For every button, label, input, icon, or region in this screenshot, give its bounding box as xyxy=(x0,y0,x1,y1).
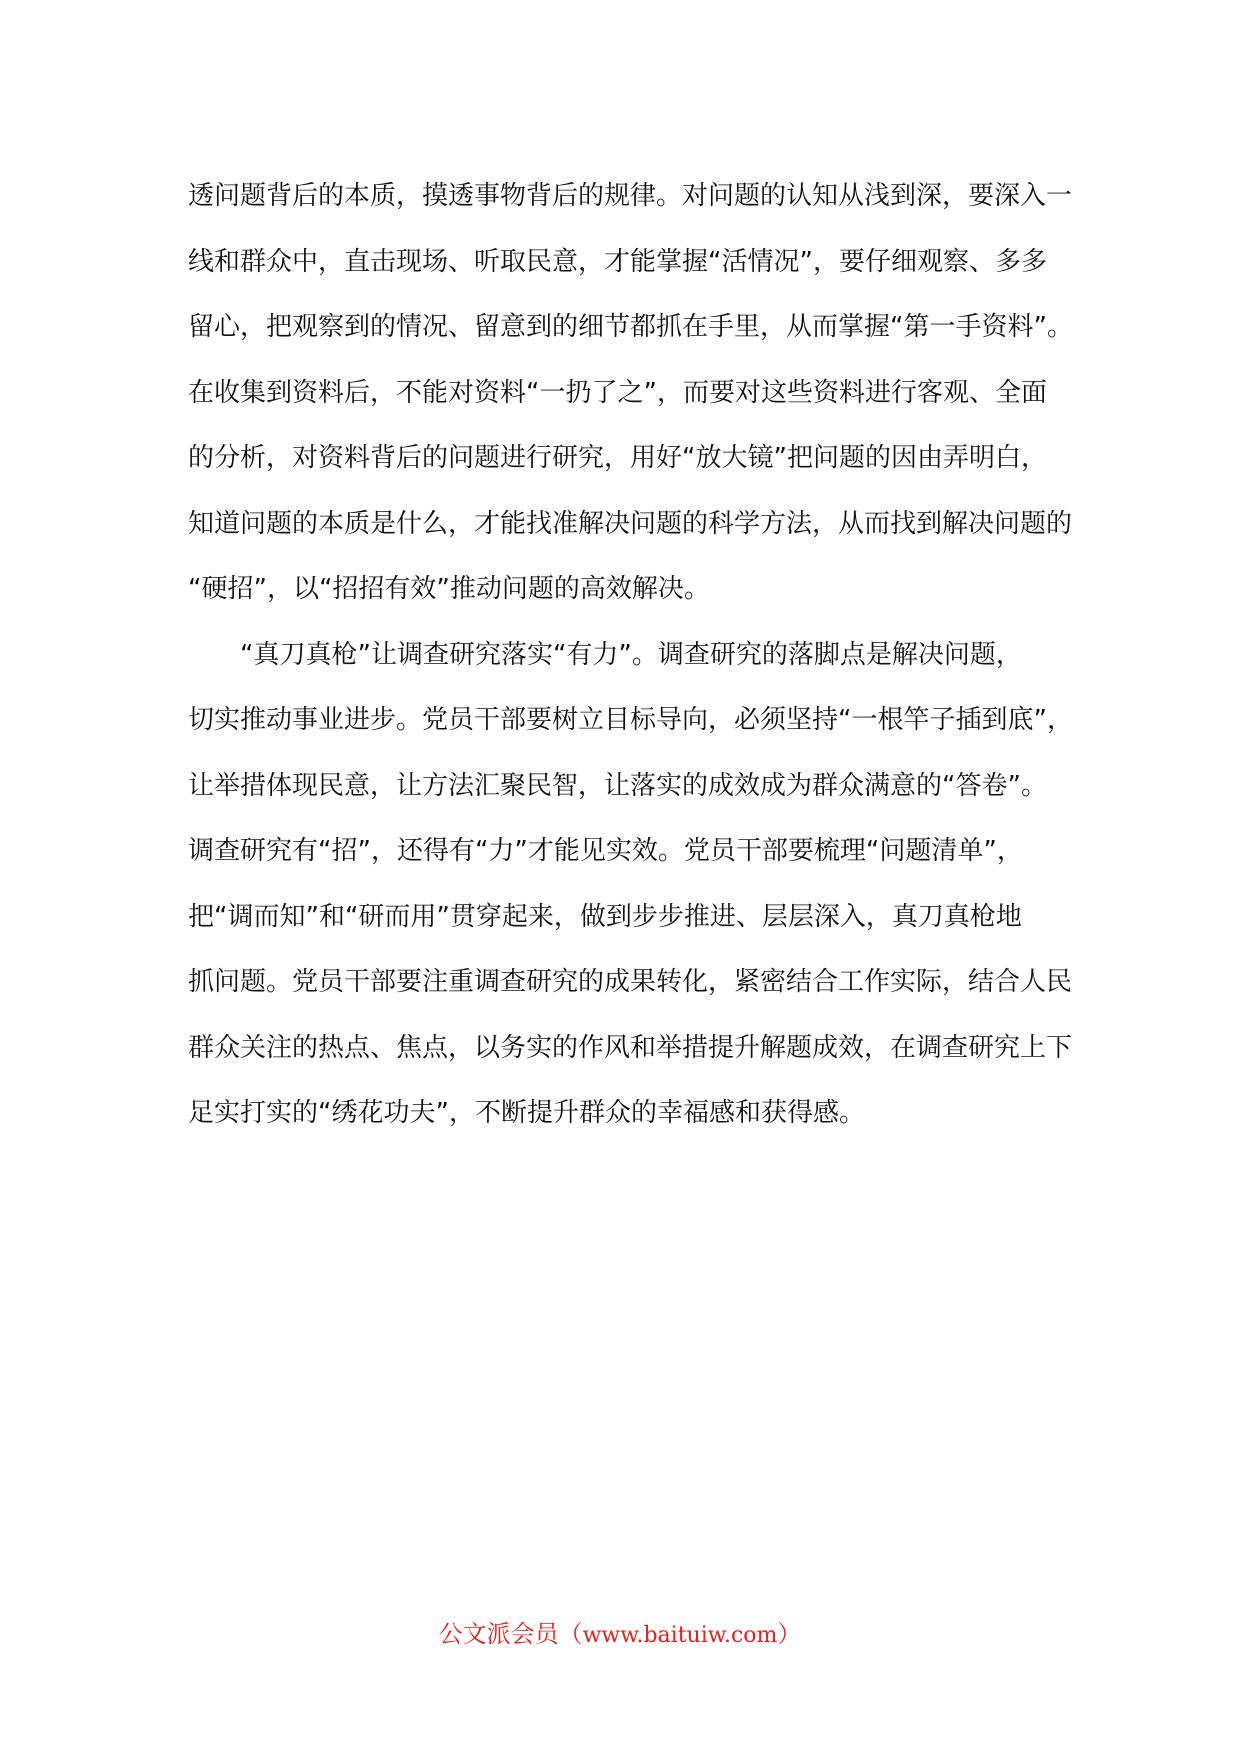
footer-close-paren: ） xyxy=(777,1620,802,1648)
text-line: 留心，把观察到的情况、留意到的细节都抓在手里，从而掌握“第一手资料”。 xyxy=(188,312,1073,342)
text-line: 把“调而知”和“研而用”贯穿起来，做到步步推进、层层深入，真刀真枪地 xyxy=(188,901,1022,932)
paragraph-1 xyxy=(188,164,1073,623)
text-line: 透问题背后的本质，摸透事物背后的规律。对问题的认知从浅到深，要深入一 xyxy=(188,181,1073,211)
text-line: 的分析，对资料背后的问题进行研究，用好“放大镜”把问题的因由弄明白， xyxy=(188,443,1047,473)
text-line: “硬招”，以“招招有效”推动问题的高效解决。 xyxy=(188,574,710,604)
footer-url-link[interactable]: www.baituiw.com xyxy=(582,1623,778,1648)
paragraph-2 xyxy=(188,623,1073,1147)
text-line: 群众关注的热点、焦点，以务实的作风和举措提升解题成效，在调查研究上下 xyxy=(188,1032,1073,1063)
text-line: 在收集到资料后，不能对资料“一扔了之”，而要对这些资料进行客观、全面 xyxy=(188,377,1047,408)
footer-open-paren: （ xyxy=(558,1620,583,1648)
text-line: 抓问题。党员干部要注重调查研究的成果转化，紧密结合工作实际，结合人民 xyxy=(188,967,1073,997)
text-line: 线和群众中，直击现场、听取民意，才能掌握“活情况”，要仔细观察、多多 xyxy=(188,246,1047,277)
document-body xyxy=(188,164,1073,1147)
footer-brand: 公文派会员 xyxy=(438,1620,559,1648)
text-line: “真刀真枪”让调查研究落实“有力”。调查研究的落脚点是解决问题， xyxy=(240,639,1022,670)
text-line: 调查研究有“招”，还得有“力”才能见实效。党员干部要梳理“问题清单”， xyxy=(188,836,1023,866)
text-line: 知道问题的本质是什么，才能找准解决问题的科学方法，从而找到解决问题的 xyxy=(188,508,1073,539)
footer-watermark xyxy=(0,1614,1240,1649)
text-line: 足实打实的“绣花功夫”，不断提升群众的幸福感和获得感。 xyxy=(188,1098,865,1128)
text-line: 让举措体现民意，让方法汇聚民智，让落实的成效成为群众满意的“答卷”。 xyxy=(188,770,1047,801)
text-line: 切实推动事业进步。党员干部要树立目标导向，必须坚持“一根竿子插到底”， xyxy=(188,705,1073,735)
